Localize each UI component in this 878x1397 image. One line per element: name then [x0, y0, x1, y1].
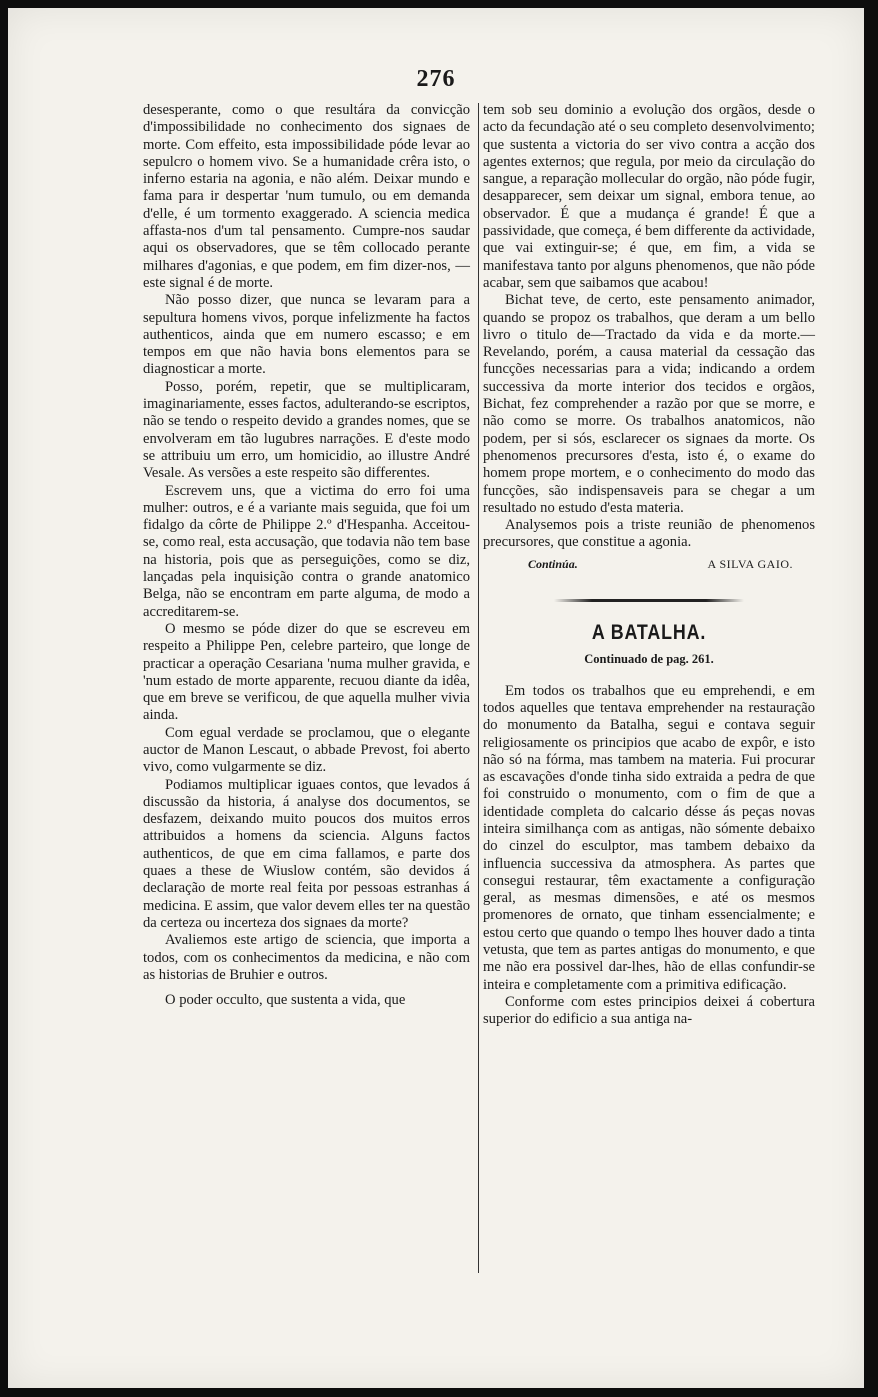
- right-column: [483, 102, 815, 1029]
- paragraph: Não posso dizer, que nunca se levaram para a sepultura homens vivos, porque infelizmente ha factos authenticos, ainda que em numero escasso; e em tempos em que não havia bons elementos para se diagnosticar a morte.: [143, 292, 470, 378]
- paragraph: Com egual verdade se proclamou, que o elegante auctor de Manon Lescaut, o abbade Prevost, foi aberto vivo, como vulgarmente se diz.: [143, 724, 470, 776]
- paragraph: Escrevem uns, que a victima do erro foi uma mulher: outros, e é a variante mais seguida, que foi um fidalgo da côrte de Philippe 2.º d'Hespanha. Acceitou-se, como real, esta accusação, que todavia não tem base na historia, pois que as perseguições, como se diz, lançadas pela inquisição contra o grande anatomico Belga, não se encontram em parte alguma, de modo a accreditarem-se.: [143, 482, 470, 620]
- paragraph: O poder occulto, que sustenta a vida, que: [165, 992, 406, 1009]
- page-number: 276: [416, 66, 456, 92]
- author-name: A SILVA GAIO.: [707, 556, 793, 571]
- continues-label: Continúa.: [528, 556, 578, 571]
- paragraph: Avaliemos este artigo de sciencia, que importa a todos, com os conhecimentos da medicina, e não com as historias de Bruhier e outros.: [143, 932, 470, 983]
- section-divider: [554, 599, 744, 602]
- section-subtitle: Continuado de pag. 261.: [584, 652, 714, 667]
- paragraph: Analysemos pois a triste reunião de phenomenos precursores, que constitue a agonia.: [483, 517, 815, 551]
- paragraph: Conforme com estes principios deixei á cobertura superior do edificio a sua antiga na-: [483, 993, 815, 1028]
- column-rule: [478, 103, 479, 1273]
- paragraph: Podiamos multiplicar iguaes contos, que levados á discussão da historia, á analyse dos documentos, se desfazem, deixando muito poucos dos muitos erros attribuidos a homens da sciencia. Alguns factos authenticos, de que em cima fallamos, e parte dos quaes a these de Wiuslow contém, são devidos á declaração de morte real feita por pessoas estranhas á medicina. E assim, que valor devem elles ter na questão da certeza ou incerteza dos signaes da morte?: [143, 776, 470, 931]
- left-column: [143, 102, 470, 1009]
- signature-line: [528, 556, 793, 573]
- newspaper-page: [8, 8, 864, 1388]
- paragraph: Posso, porém, repetir, que se multiplicaram, imaginariamente, esses factos, adulterando-se escriptos, não se tendo o respeito devido a grandes nomes, que se envolveram em tão lugubres narrações. E d'este modo se attribuiu um erro, um homicidio, ao illustre André Vesale. As versões a este respeito são differentes.: [143, 378, 470, 482]
- paragraph: Bichat teve, de certo, este pensamento animador, quando se propoz os trabalhos, que deram a um bello livro o titulo de—Tractado da vida e da morte.—Revelando, porém, a causa material da cessação das funcções necessarias para a vida; indicando a ordem successiva da morte interior dos tecidos e orgãos, Bichat, fez comprehender a razão por que se morre, e não como se morre. Os trabalhos anatomicos, não podem, per si sós, esclarecer os signaes da morte. Os phenomenos precursores d'esta, isto é, o exame do homem prope mortem, e o conhecimento do modo das funcções, são indispensaveis para se chegar a um resultado no estudo d'esta materia.: [483, 292, 815, 516]
- section-title: A BATALHA.: [591, 621, 707, 645]
- paragraph: Em todos os trabalhos que eu emprehendi, e em todos aquelles que tentava emprehender na restauração do monumento da Batalha, segui e contava seguir religiosamente os principios que acabo de expôr, e isto não só na fórma, mas tambem na materia. Fui procurar as escavações d'onde tinha sido extraida a pedra de que foi construido o monumento, com o fim de que a identidade completa do calcario désse ás peças novas inteira similhança com as antigas, não sómente debaixo do cinzel do esculptor, mas tambem debaixo da influencia successiva da atmosphera. As partes que consegui restaurar, têm exactamente a configuração geral, as mesmas dimensões, e até os mesmos promenores de ornato, que tinham essencialmente; e estou certo que quando o tempo lhes houver dado a tinta vetusta, que tem as partes antigas do monumento, e que me não era possivel dar-lhes, hão de ellas confundir-se inteira e completamente com a primitiva edificação.: [483, 682, 815, 993]
- paragraph: tem sob seu dominio a evolução dos orgãos, desde o acto da fecundação até o seu completo desenvolvimento; que sustenta a victoria do ser vivo contra a acção dos agentes externos; que regula, por meio da circulação do sangue, a reparação mollecular do orgão, não póde fugir, desapparecer, sem deixar um signal, embora tenue, ao observador. É que a mudança é grande! É que a passividade, que começa, é bem differente da actividade, que vai extinguir-se; é que, em fim, a vida se manifestava tanto por alguns phenomenos, que não póde acabar, sem que saibamos que acabou!: [483, 102, 815, 291]
- paragraph: O mesmo se póde dizer do que se escreveu em respeito a Philippe Pen, celebre parteiro, que longe de practicar a operação Cesariana 'numa mulher gravida, e 'num estado de morte apparente, recuou diante da idêa, que em breve se verificou, de que aquella mulher vivia ainda.: [143, 620, 470, 724]
- paragraph: desesperante, como o que resultára da convicção d'impossibilidade no conhecimento dos signaes de morte. Com effeito, esta impossibilidade póde levar ao sepulcro o homem vivo. Se a humanidade crêra isto, o inferno estaria na agonia, e não além. Deixar mundo e fama para ir despertar 'num tumulo, ou em demanda d'elle, é um tormento exaggerado. A sciencia medica affasta-nos d'um tal pensamento. Cumpre-nos saudar aqui os observadores, que se têm collocado perante milhares d'agonias, e que podem, em fim dizer-nos, — este signal é de morte.: [143, 102, 470, 291]
